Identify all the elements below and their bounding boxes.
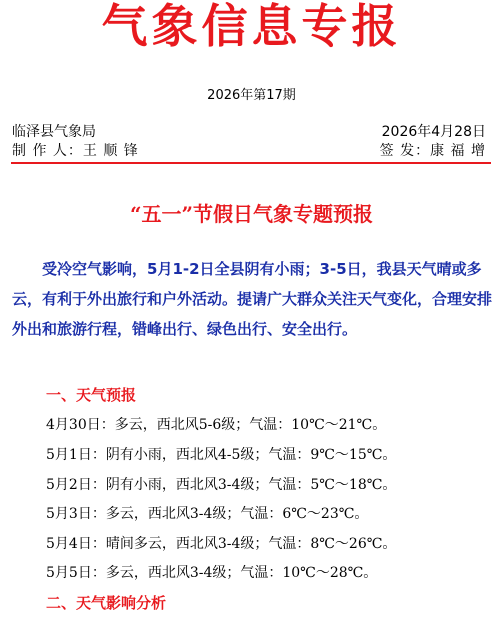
issue-date: 2026年4月28日: [381, 124, 486, 140]
masthead-title: 气象信息专报: [101, 0, 402, 53]
forecast-line: 4月30日：多云，西北风5-6级；气温：10℃～21℃。: [46, 417, 387, 433]
forecast-line: 5月1日：阴有小雨，西北风4-5级；气温：9℃～15℃。: [46, 447, 397, 463]
forecast-line: 5月5日：多云，西北风3-4级；气温：10℃～28℃。: [46, 565, 378, 581]
issue-number: 2026年第17期: [207, 88, 296, 103]
header-divider: [11, 162, 491, 164]
forecast-line: 5月2日：阴有小雨，西北风3-4级；气温：5℃～18℃。: [46, 477, 397, 493]
section-heading-impact: 二、天气影响分析: [46, 594, 167, 612]
intro-paragraph: 受冷空气影响，5月1-2日全县阴有小雨；3-5日，我县天气晴或多云，有利于外出旅行和户外活动。提请广大群众关注天气变化，合理安排外出和旅游行程，错峰出行、绿色出行、安全出行。: [12, 260, 493, 338]
document-title: “五一”节假日气象专题预报: [129, 202, 373, 226]
bureau-name: 临泽县气象局: [12, 124, 96, 140]
forecast-line: 5月3日：多云，西北风3-4级；气温：6℃～23℃。: [46, 506, 369, 522]
section-heading-forecast: 一、天气预报: [46, 386, 137, 404]
signer-line: 签 发：康 福 增: [379, 143, 486, 159]
author-line: 制 作 人：王 顺 锋: [12, 143, 139, 159]
forecast-line: 5月4日：晴间多云，西北风3-4级；气温：8℃～26℃。: [46, 536, 397, 552]
